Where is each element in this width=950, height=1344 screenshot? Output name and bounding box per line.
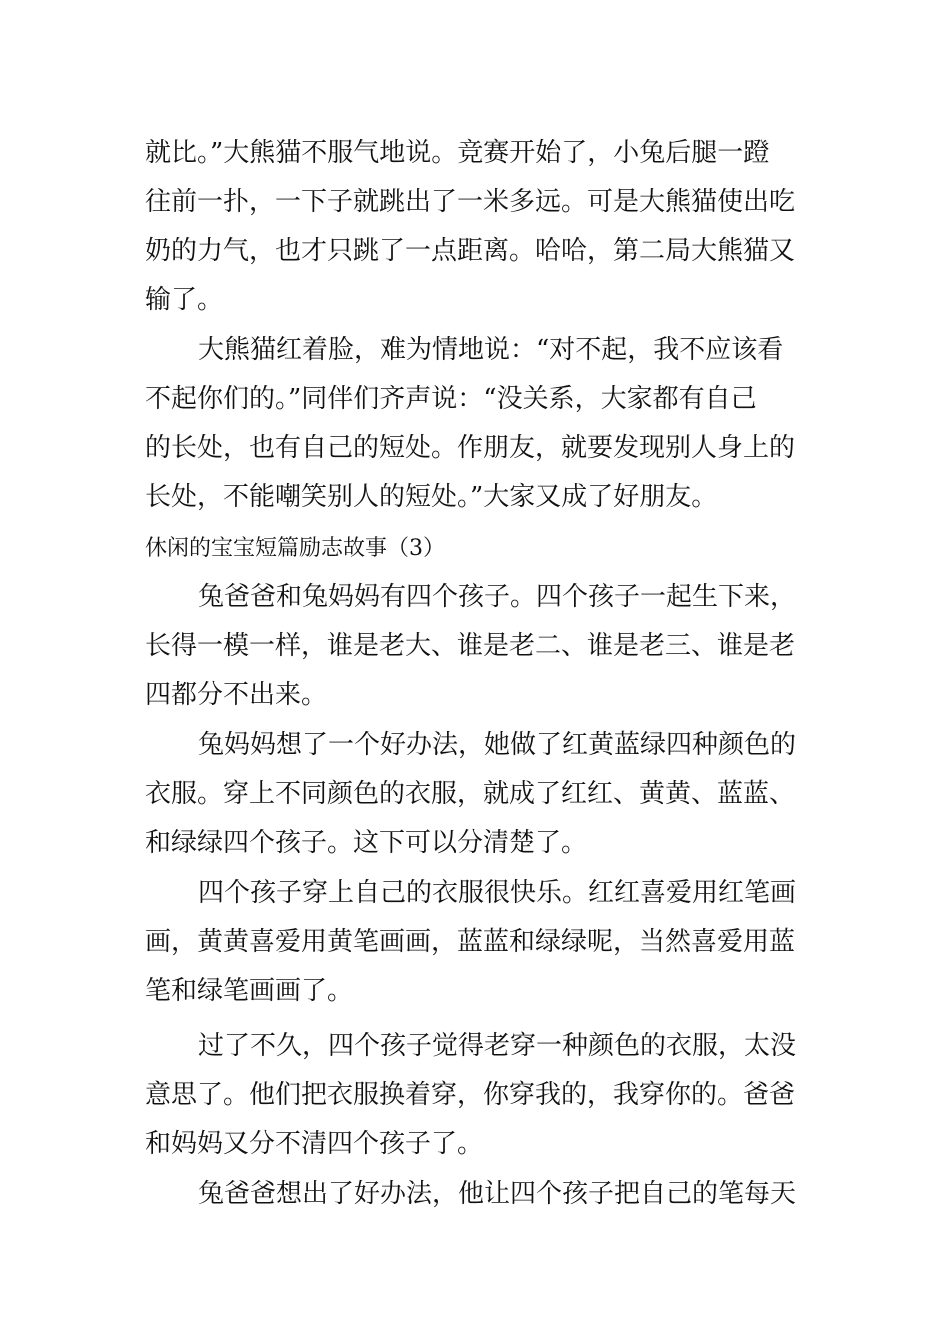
paragraph-first-line: 四个孩子穿上自己的衣服很快乐。红红喜爱用红笔画 [198,878,797,908]
paragraph-first-line: 兔爸爸和兔妈妈有四个孩子。四个孩子一起生下来， [198,582,797,612]
text-line: 画，黄黄喜爱用黄笔画画，蓝蓝和绿绿呢，当然喜爱用蓝 [145,927,796,957]
text-line: 四都分不出来。 [145,680,328,710]
section-heading: 休闲的宝宝短篇励志故事（3） [145,536,445,561]
text-line: 的长处，也有自己的短处。作朋友，就要发现别人身上的 [145,433,796,463]
paragraph-first-line: 兔妈妈想了一个好办法，她做了红黄蓝绿四种颜色的 [198,730,797,760]
text-line: 长处，不能嘲笑别人的短处。”大家又成了好朋友。 [145,482,718,512]
text-line: 笔和绿笔画画了。 [145,976,354,1006]
text-line: 长得一模一样，谁是老大、谁是老二、谁是老三、谁是老 [145,631,796,661]
text-line: 意思了。他们把衣服换着穿，你穿我的，我穿你的。爸爸 [145,1080,796,1110]
paragraph-first-line: 兔爸爸想出了好办法，他让四个孩子把自己的笔每天 [198,1179,797,1209]
text-line: 不起你们的。”同伴们齐声说：“没关系，大家都有自己 [145,384,757,414]
text-line: 衣服。穿上不同颜色的衣服，就成了红红、黄黄、蓝蓝、 [145,779,796,809]
paragraph-first-line: 过了不久，四个孩子觉得老穿一种颜色的衣服，太没 [198,1031,797,1061]
text-line: 奶的力气，也才只跳了一点距离。哈哈，第二局大熊猫又 [145,236,796,266]
paragraph-first-line: 大熊猫红着脸，难为情地说：“对不起，我不应该看 [198,335,784,365]
text-line: 往前一扑，一下子就跳出了一米多远。可是大熊猫使出吃 [145,187,796,217]
text-line: 和妈妈又分不清四个孩子了。 [145,1129,484,1159]
text-line: 输了。 [145,285,224,315]
text-line: 和绿绿四个孩子。这下可以分清楚了。 [145,828,588,858]
text-line: 就比。”大熊猫不服气地说。竞赛开始了，小兔后腿一蹬 [145,138,770,168]
